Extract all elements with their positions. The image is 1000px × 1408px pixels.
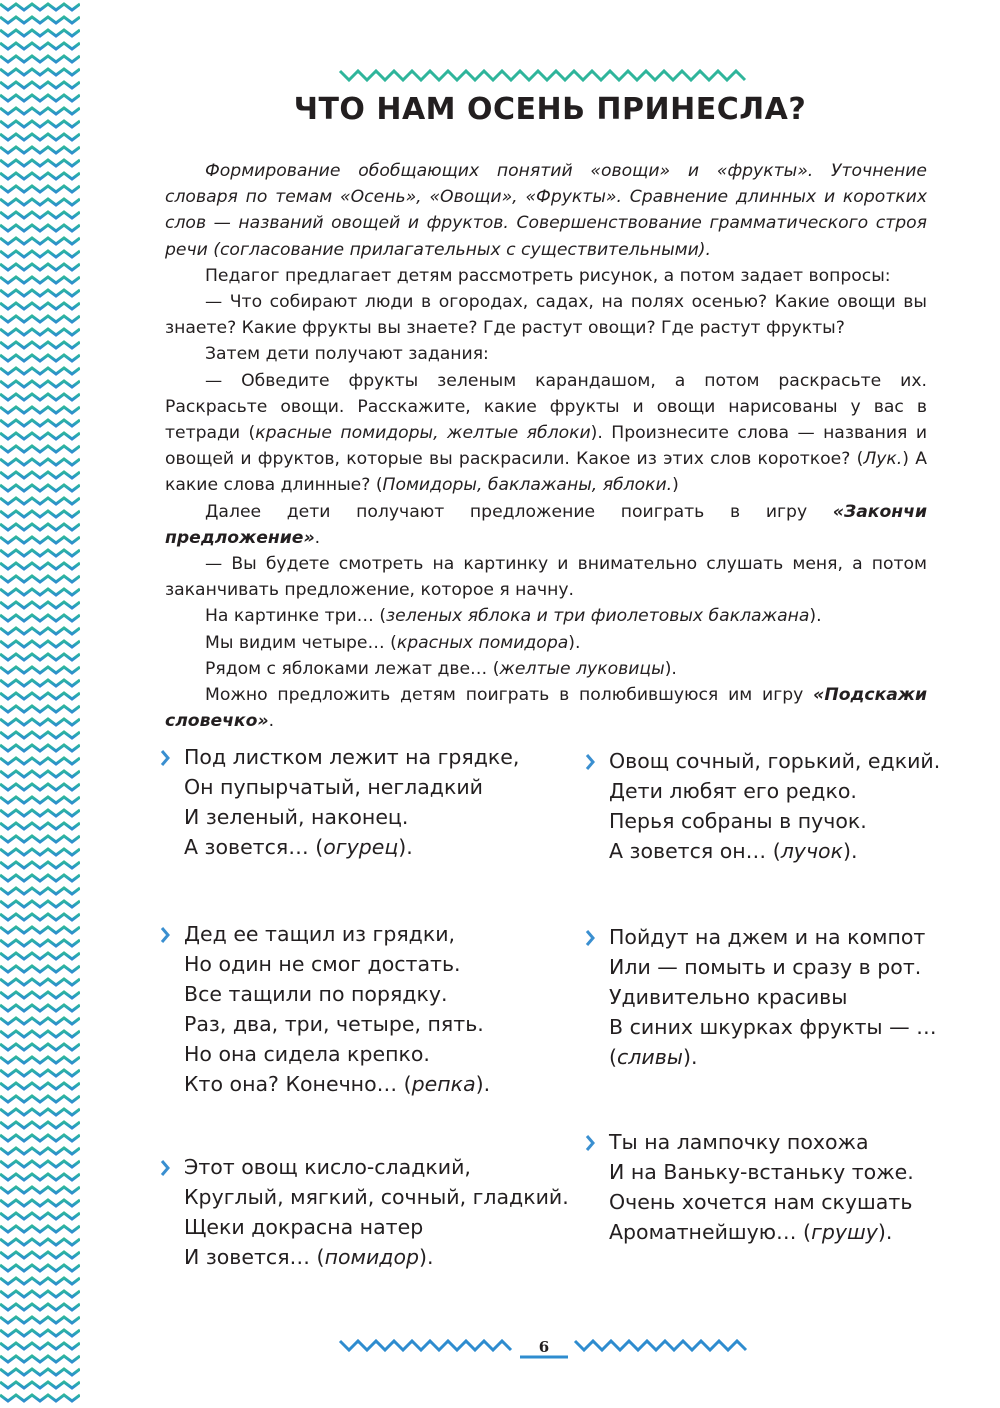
paragraph-6: — Вы будете смотреть на картинку и внимательно слушать меня, а потом заканчивать предложение, которое я начну. <box>165 554 927 601</box>
zigzag-row <box>0 654 80 660</box>
paragraph-1: Педагог предлагает детям рассмотреть рисунок, а потом задает вопросы: <box>205 265 891 286</box>
zigzag-row <box>0 758 80 764</box>
riddle-line: Очень хочется нам скушать <box>609 1190 913 1214</box>
zigzag-row <box>0 342 80 348</box>
riddle-line: Ты на лампочку похожа <box>609 1130 869 1154</box>
chevron-right-icon <box>585 929 595 947</box>
zigzag-row <box>0 1291 80 1297</box>
riddle-line: Он пупырчатый, негладкий <box>184 775 484 799</box>
riddle-answer-line: И зовется… (помидор). <box>184 1245 434 1269</box>
zigzag-row <box>0 1317 80 1323</box>
zigzag-row <box>0 4 80 10</box>
zigzag-row <box>0 1226 80 1232</box>
zigzag-row <box>0 1395 80 1401</box>
zigzag-row <box>0 1018 80 1024</box>
side-zigzag-border <box>0 0 80 1408</box>
paragraph-3: Затем дети получают задания: <box>205 344 489 365</box>
zigzag-row <box>0 992 80 998</box>
zigzag-row <box>0 628 80 634</box>
zigzag-row <box>0 290 80 296</box>
zigzag-row <box>0 1057 80 1063</box>
riddle-3 <box>160 1152 569 1272</box>
zigzag-row <box>0 1148 80 1154</box>
paragraph-7: На картинке три… (зеленых яблока и три фиолетовых баклажана). <box>205 606 822 627</box>
zigzag-row <box>0 693 80 699</box>
zigzag-row <box>0 901 80 907</box>
paragraph-5: Далее дети получают предложение поиграть в игру «Закончи предложение». <box>165 501 927 548</box>
zigzag-row <box>0 121 80 127</box>
zigzag-row <box>0 641 80 647</box>
paragraph-10: Можно предложить детям поиграть в полюбившуюся им игру «Подскажи словечко». <box>165 685 927 732</box>
zigzag-row <box>0 1239 80 1245</box>
zigzag-row <box>0 82 80 88</box>
top-zigzag-ornament <box>338 68 750 84</box>
zigzag-row <box>0 537 80 543</box>
riddle-answer-line: Ароматнейшую… (грушу). <box>609 1220 893 1244</box>
zigzag-row <box>0 888 80 894</box>
zigzag-row <box>0 563 80 569</box>
zigzag-row <box>0 940 80 946</box>
zigzag-row <box>0 862 80 868</box>
zigzag-row <box>0 979 80 985</box>
riddle-line: Этот овощ кисло-сладкий, <box>184 1155 471 1179</box>
zigzag-row <box>0 511 80 517</box>
zigzag-row <box>0 745 80 751</box>
zigzag-row <box>0 1109 80 1115</box>
zigzag-row <box>0 576 80 582</box>
zigzag-row <box>0 719 80 725</box>
zigzag-row <box>0 134 80 140</box>
riddle-line: Под листком лежит на грядке, <box>184 745 520 769</box>
riddle-answer: помидор <box>324 1245 420 1269</box>
zigzag-row <box>0 1135 80 1141</box>
riddle-2 <box>160 919 490 1099</box>
zigzag-row <box>0 329 80 335</box>
riddle-line: Дед ее тащил из грядки, <box>184 922 456 946</box>
zigzag-row <box>0 1382 80 1388</box>
zigzag-row <box>0 420 80 426</box>
zigzag-row <box>0 1304 80 1310</box>
riddle-5 <box>585 922 937 1072</box>
zigzag-row <box>0 1330 80 1336</box>
zigzag-row <box>0 1343 80 1349</box>
zigzag-row <box>0 784 80 790</box>
riddle-line: Перья собраны в пучок. <box>609 809 867 833</box>
zigzag-row <box>0 667 80 673</box>
riddle-line: И зеленый, наконец. <box>184 805 409 829</box>
zigzag-row <box>0 1161 80 1167</box>
zigzag-row <box>0 1369 80 1375</box>
riddle-1 <box>160 742 519 862</box>
riddle-answer-line: А зовется он… (лучок). <box>609 839 858 863</box>
zigzag-row <box>0 1031 80 1037</box>
riddle-line: Удивительно красивы <box>609 985 848 1009</box>
riddle-line: Овощ сочный, горький, едкий. <box>609 749 941 773</box>
chevron-right-icon <box>585 1134 595 1152</box>
riddle-answer: репка <box>411 1072 476 1096</box>
zigzag-row <box>0 615 80 621</box>
riddle-line: Пойдут на джем и на компот <box>609 925 926 949</box>
zigzag-row <box>0 1096 80 1102</box>
paragraph-9: Рядом с яблоками лежат две… (желтые луковицы). <box>205 658 677 679</box>
zigzag-row <box>0 1200 80 1206</box>
riddle-answer-line: А зовется… (огурец). <box>184 835 413 859</box>
zigzag-row <box>0 1252 80 1258</box>
zigzag-row <box>0 589 80 595</box>
zigzag-row <box>0 433 80 439</box>
paragraph-4: — Обведите фрукты зеленым карандашом, а потом раскрасьте их. Раскрасьте овощи. Расскажите, какие фрукты и овощи нарисованы у вас в тетради (красные помидоры, желтые яблоки). Произнесите слова — названия и овощей и фруктов, которые вы раскрасили. Какое из этих слов короткое? (Лук.) А какие слова длинные? (Помидоры, баклажаны, яблоки.) <box>165 370 927 496</box>
zigzag-row <box>0 771 80 777</box>
zigzag-row <box>0 680 80 686</box>
intro-paragraph: Формирование обобщающих понятий «овощи» и «фрукты». Уточнение словаря по темам «Осень», «Овощи», «Фрукты». Сравнение длинных и коротких слов — названий овощей и фруктов. Совершенствование грамматического строя речи (согласование прилагательных с существительными). <box>165 161 927 260</box>
riddle-line: Но она сидела крепко. <box>184 1042 430 1066</box>
zigzag-row <box>0 1044 80 1050</box>
zigzag-row <box>0 732 80 738</box>
zigzag-row <box>0 1070 80 1076</box>
zigzag-row <box>0 355 80 361</box>
paragraph-8: Мы видим четыре… (красных помидора). <box>205 632 581 653</box>
riddle-4 <box>585 746 940 866</box>
zigzag-row <box>0 1356 80 1362</box>
zigzag-row <box>0 1265 80 1271</box>
zigzag-row <box>0 966 80 972</box>
zigzag-row <box>0 602 80 608</box>
zigzag-row <box>0 1213 80 1219</box>
zigzag-row <box>0 160 80 166</box>
zigzag-row <box>0 56 80 62</box>
riddle-line: Раз, два, три, четыре, пять. <box>184 1012 484 1036</box>
zigzag-row <box>0 797 80 803</box>
zigzag-row <box>0 914 80 920</box>
zigzag-row <box>0 810 80 816</box>
zigzag-row <box>0 1122 80 1128</box>
zigzag-row <box>0 316 80 322</box>
riddle-answer-line: (сливы). <box>609 1045 698 1069</box>
zigzag-row <box>0 381 80 387</box>
riddle-answer: огурец <box>323 835 399 859</box>
riddle-answer-line: Кто она? Конечно… (репка). <box>184 1072 491 1096</box>
zigzag-row <box>0 69 80 75</box>
zigzag-row <box>0 30 80 36</box>
page-title: ЧТО НАМ ОСЕНЬ ПРИНЕСЛА? <box>293 92 807 127</box>
zigzag-row <box>0 836 80 842</box>
riddle-line: Все тащили по порядку. <box>184 982 448 1006</box>
zigzag-row <box>0 303 80 309</box>
zigzag-row <box>0 485 80 491</box>
zigzag-row <box>0 147 80 153</box>
zigzag-row <box>0 173 80 179</box>
zigzag-row <box>0 277 80 283</box>
zigzag-row <box>0 43 80 49</box>
zigzag-row <box>0 199 80 205</box>
zigzag-row <box>0 95 80 101</box>
zigzag-row <box>0 927 80 933</box>
zigzag-row <box>0 1005 80 1011</box>
riddle-line: Круглый, мягкий, сочный, гладкий. <box>184 1185 569 1209</box>
zigzag-row <box>0 849 80 855</box>
riddle-6 <box>585 1127 914 1247</box>
zigzag-row <box>0 238 80 244</box>
zigzag-row <box>0 823 80 829</box>
zigzag-row <box>0 1278 80 1284</box>
chevron-right-icon <box>585 753 595 771</box>
riddle-line: Дети любят его редко. <box>609 779 857 803</box>
zigzag-row <box>0 875 80 881</box>
zigzag-row <box>0 498 80 504</box>
riddle-answer: сливы <box>617 1045 683 1069</box>
body-text <box>165 158 927 734</box>
zigzag-row <box>0 953 80 959</box>
riddle-answer: грушу <box>811 1220 878 1244</box>
zigzag-row <box>0 212 80 218</box>
riddle-answer: лучок <box>780 839 843 863</box>
riddle-line: Но один не смог достать. <box>184 952 461 976</box>
zigzag-row <box>0 550 80 556</box>
chevron-right-icon <box>160 1159 170 1177</box>
zigzag-row <box>0 1187 80 1193</box>
zigzag-row <box>0 407 80 413</box>
chevron-right-icon <box>160 926 170 944</box>
riddle-line: Или — помыть и сразу в рот. <box>609 955 922 979</box>
zigzag-row <box>0 706 80 712</box>
chevron-right-icon <box>160 749 170 767</box>
riddle-line: В синих шкурках фрукты — … <box>609 1015 937 1039</box>
zigzag-row <box>0 446 80 452</box>
zigzag-row <box>0 459 80 465</box>
zigzag-row <box>0 524 80 530</box>
zigzag-row <box>0 1174 80 1180</box>
paragraph-2: — Что собирают люди в огородах, садах, на полях осенью? Какие овощи вы знаете? Какие фрукты вы знаете? Где растут овощи? Где растут фрукты? <box>165 292 927 339</box>
zigzag-row <box>0 368 80 374</box>
zigzag-row <box>0 251 80 257</box>
zigzag-row <box>0 1083 80 1089</box>
zigzag-row <box>0 472 80 478</box>
riddle-line: Щеки докрасна натер <box>184 1215 424 1239</box>
zigzag-row <box>0 108 80 114</box>
page-number: 6 <box>538 1338 550 1356</box>
zigzag-row <box>0 186 80 192</box>
zigzag-row <box>0 264 80 270</box>
zigzag-row <box>0 225 80 231</box>
riddle-line: И на Ваньку-встаньку тоже. <box>609 1160 914 1184</box>
zigzag-row <box>0 394 80 400</box>
zigzag-row <box>0 17 80 23</box>
